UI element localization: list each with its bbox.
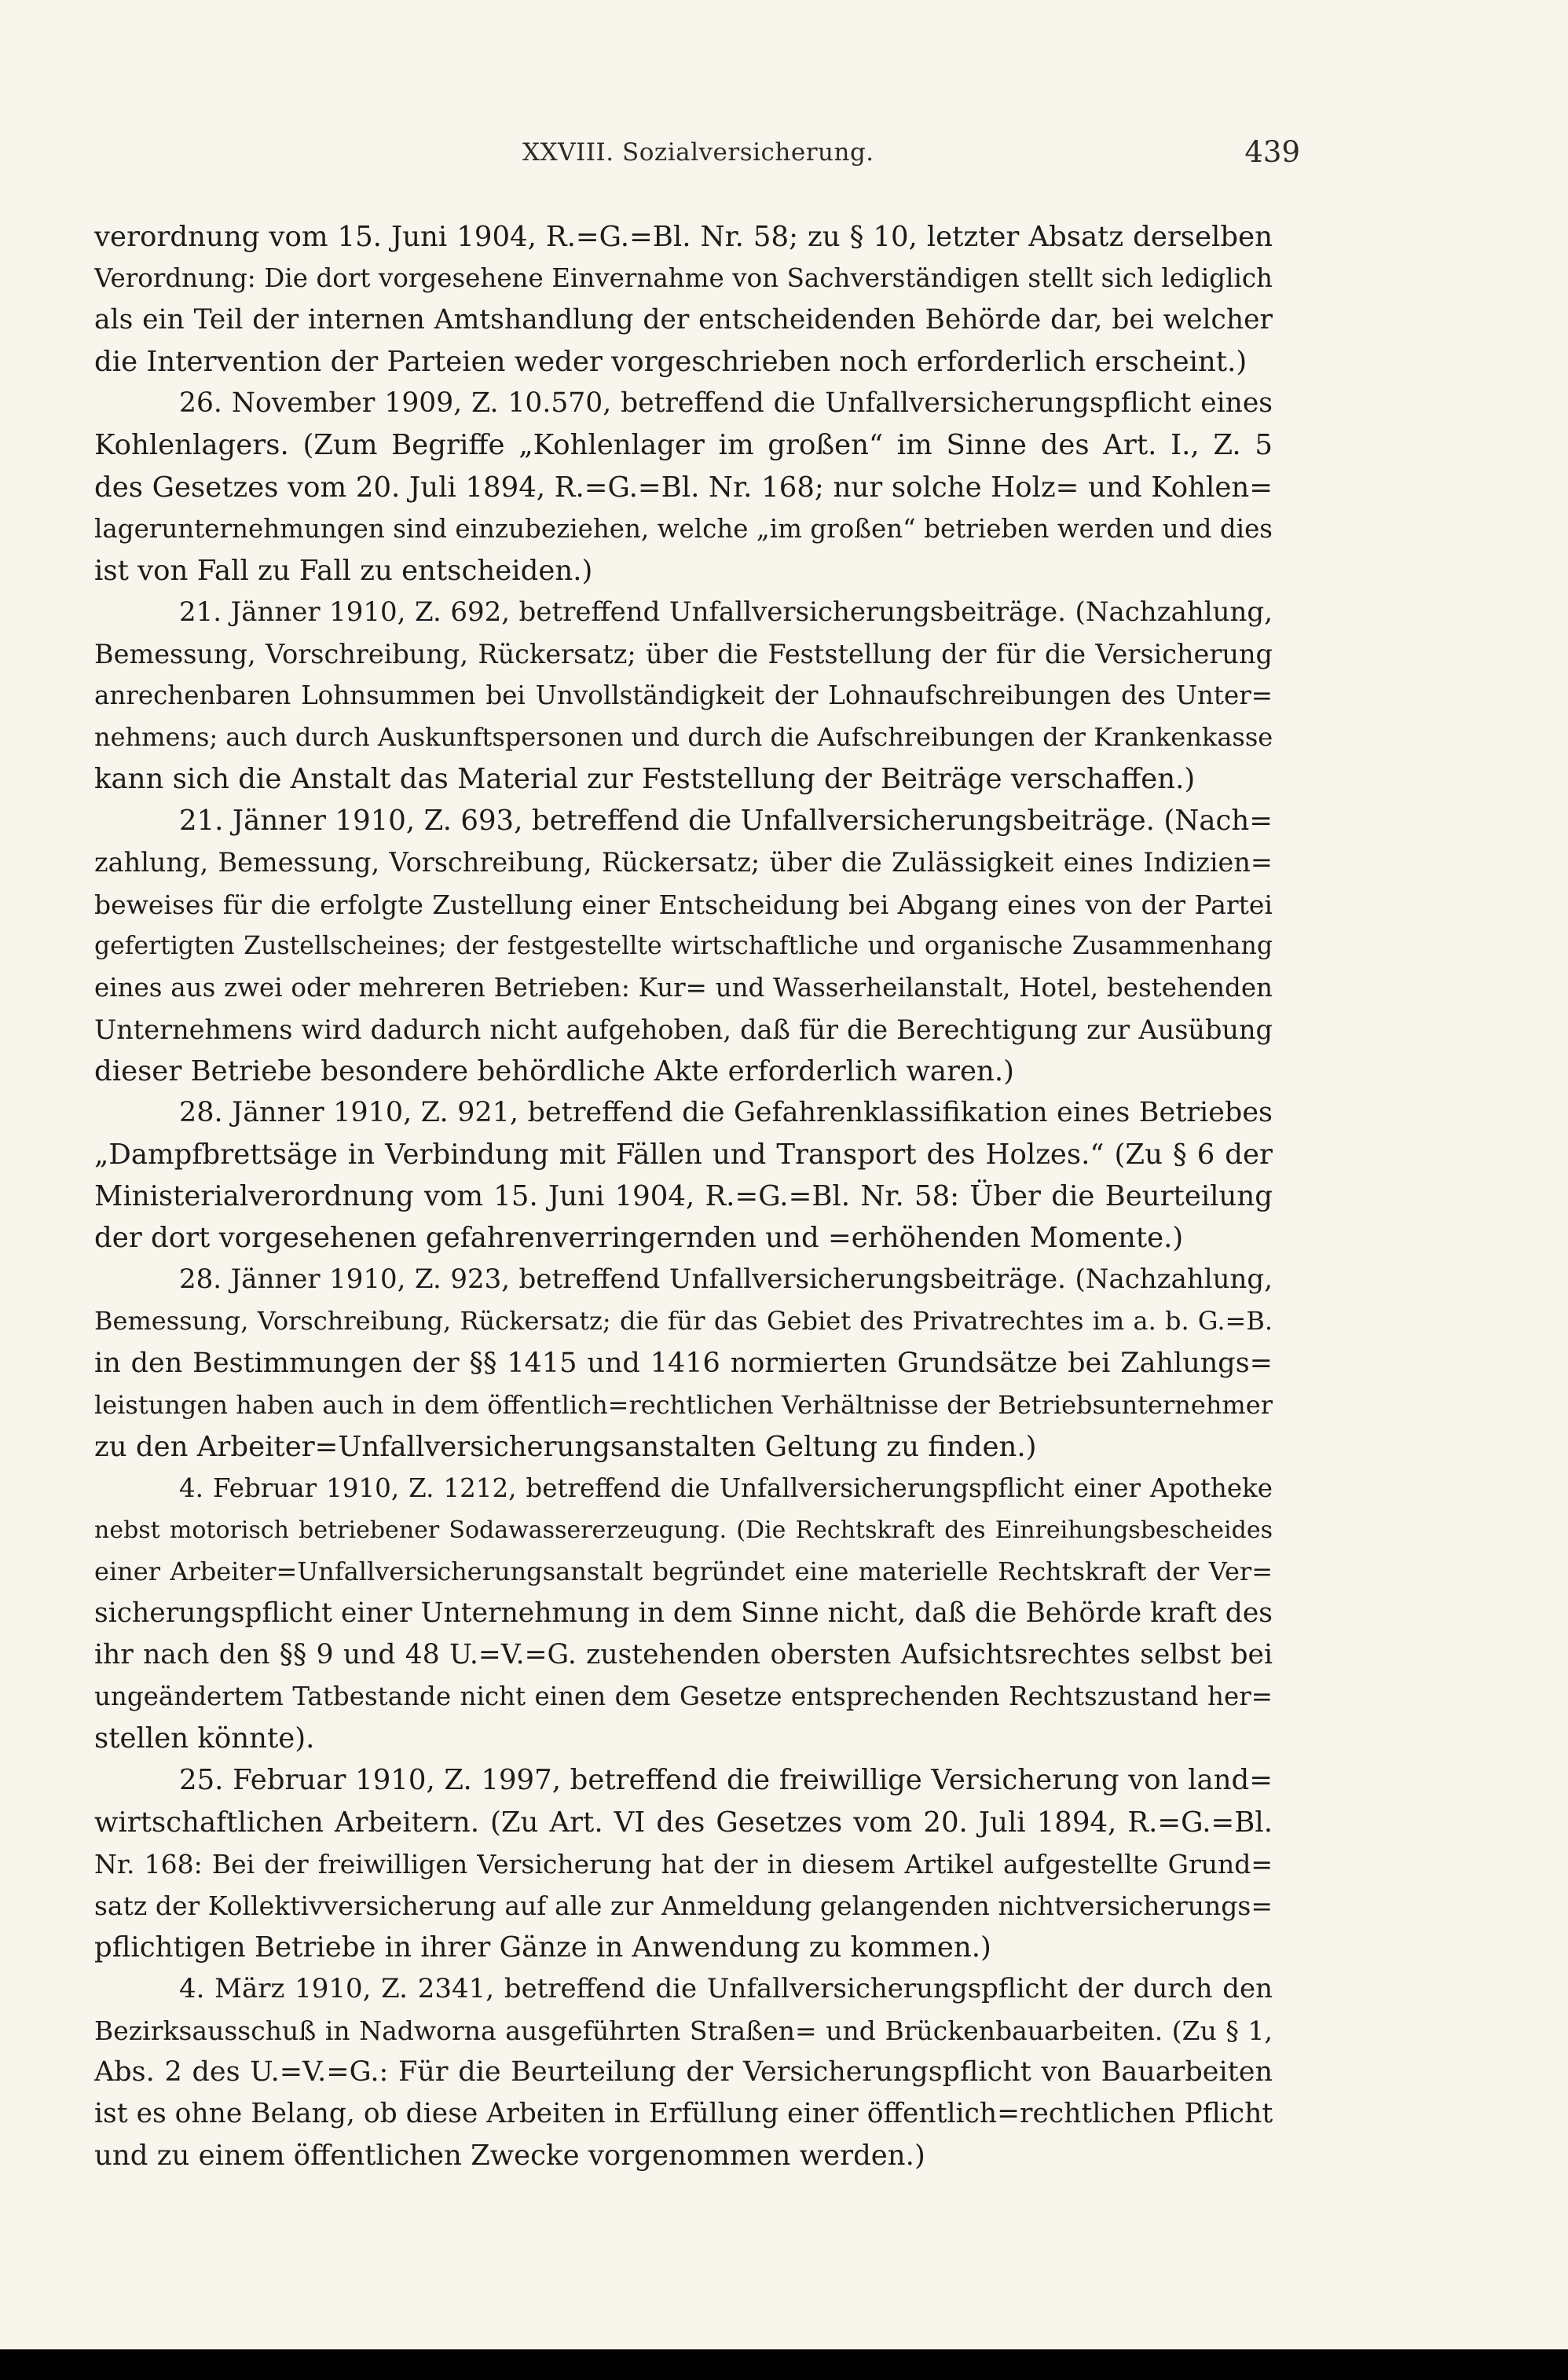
- text-line: sicherungspflicht einer Unternehmung in dem Sinne nicht, daß die Behörde kraft des: [94, 1597, 1273, 1630]
- running-head: XXVIII. Sozialversicherung.: [522, 138, 874, 167]
- text-line: ist von Fall zu Fall zu entscheiden.): [94, 554, 593, 587]
- text-line: kann sich die Anstalt das Material zur Feststellung der Beiträge verschaffen.): [94, 763, 1196, 796]
- text-line: verordnung vom 15. Juni 1904, R.=G.=Bl. Nr. 58; zu § 10, letzter Absatz derselben: [94, 221, 1273, 253]
- text-line: nebst motorisch betriebener Sodawassererzeugung. (Die Rechtskraft des Einreihungsbescheides: [94, 1516, 1273, 1544]
- text-line: wirtschaftlichen Arbeitern. (Zu Art. VI des Gesetzes vom 20. Juli 1894, R.=G.=Bl.: [94, 1806, 1273, 1839]
- body-text: [94, 216, 1273, 2176]
- text-line: ungeändertem Tatbestande nicht einen dem Gesetze entsprechenden Rechtszustand her=: [94, 1681, 1273, 1712]
- text-line: Verordnung: Die dort vorgesehene Einvernahme von Sachverständigen stellt sich lediglich: [94, 263, 1273, 294]
- text-line: „Dampfbrettsäge in Verbindung mit Fällen und Transport des Holzes.“ (Zu § 6 der: [94, 1139, 1273, 1172]
- text-line: anrechenbaren Lohnsummen bei Unvollständigkeit der Lohnaufschreibungen des Unter=: [94, 680, 1273, 711]
- text-line: pflichtigen Betriebe in ihrer Gänze in Anwendung zu kommen.): [94, 1931, 991, 1964]
- page-number: 439: [1244, 135, 1300, 169]
- text-line: Ministerialverordnung vom 15. Juni 1904, R.=G.=Bl. Nr. 58: Über die Beurteilung: [94, 1180, 1273, 1213]
- text-line: lagerunternehmungen sind einzubeziehen, welche „im großen“ betrieben werden und dies: [94, 513, 1273, 544]
- text-line: Abs. 2 des U.=V.=G.: Für die Beurteilung der Versicherungspflicht von Bauarbeiten: [94, 2056, 1273, 2088]
- text-line: des Gesetzes vom 20. Juli 1894, R.=G.=Bl. Nr. 168; nur solche Holz= und Kohlen=: [94, 471, 1273, 504]
- paragraph-start-line: 21. Jänner 1910, Z. 693, betreffend die Unfallversicherungsbeiträge. (Nach=: [179, 805, 1273, 838]
- paragraph-start-line: 4. Februar 1910, Z. 1212, betreffend die Unfallversicherungspflicht einer Apotheke: [179, 1472, 1273, 1503]
- text-line: beweises für die erfolgte Zustellung einer Entscheidung bei Abgang eines von der Partei: [94, 889, 1273, 920]
- paragraph-start-line: 21. Jänner 1910, Z. 692, betreffend Unfallversicherungsbeiträge. (Nachzahlung,: [179, 596, 1273, 628]
- text-line: zahlung, Bemessung, Vorschreibung, Rückersatz; über die Zulässigkeit eines Indizien=: [94, 847, 1273, 878]
- text-line: stellen könnte).: [94, 1722, 315, 1755]
- text-line: ist es ohne Belang, ob diese Arbeiten in Erfüllung einer öffentlich=rechtlichen Pflicht: [94, 2098, 1273, 2130]
- text-line: die Intervention der Parteien weder vorgeschrieben noch erforderlich erscheint.): [94, 346, 1247, 379]
- page-header: [94, 132, 1300, 179]
- text-line: Unternehmens wird dadurch nicht aufgehoben, daß für die Berechtigung zur Ausübung: [94, 1014, 1273, 1045]
- text-line: Bemessung, Vorschreibung, Rückersatz; die für das Gebiet des Privatrechtes im a. b. G.=B.: [94, 1306, 1273, 1337]
- text-line: Kohlenlagers. (Zum Begriffe „Kohlenlager im großen“ im Sinne des Art. I., Z. 5: [94, 429, 1273, 462]
- text-line: nehmens; auch durch Auskunftspersonen und durch die Aufschreibungen der Krankenkasse: [94, 722, 1273, 753]
- text-line: dieser Betriebe besondere behördliche Akte erforderlich waren.): [94, 1054, 1015, 1087]
- text-line: als ein Teil der internen Amtshandlung der entscheidenden Behörde dar, bei welcher: [94, 304, 1273, 336]
- paragraph-start-line: 25. Februar 1910, Z. 1997, betreffend die freiwillige Versicherung von land=: [179, 1764, 1273, 1797]
- text-line: gefertigten Zustellscheines; der festgestellte wirtschaftliche und organische Zusammenhang: [94, 931, 1273, 960]
- text-line: leistungen haben auch in dem öffentlich=rechtlichen Verhältnisse der Betriebsunternehmer: [94, 1389, 1273, 1420]
- text-line: eines aus zwei oder mehreren Betrieben: Kur= und Wasserheilanstalt, Hotel, bestehenden: [94, 972, 1273, 1003]
- paragraph-start-line: 28. Jänner 1910, Z. 921, betreffend die Gefahrenklassifikation eines Betriebes: [179, 1096, 1273, 1128]
- paragraph-start-line: 28. Jänner 1910, Z. 923, betreffend Unfallversicherungsbeiträge. (Nachzahlung,: [179, 1263, 1273, 1296]
- text-line: und zu einem öffentlichen Zwecke vorgenommen werden.): [94, 2140, 925, 2173]
- text-line: satz der Kollektivversicherung auf alle zur Anmeldung gelangenden nichtversicherungs=: [94, 1890, 1273, 1921]
- text-line: Nr. 168: Bei der freiwilligen Versicherung hat der in diesem Artikel aufgestellte Grund=: [94, 1848, 1273, 1879]
- paragraph-start-line: 4. März 1910, Z. 2341, betreffend die Unfallversicherungspflicht der durch den: [179, 1972, 1273, 2004]
- text-line: ihr nach den §§ 9 und 48 U.=V.=G. zustehenden obersten Aufsichtsrechtes selbst bei: [94, 1639, 1273, 1671]
- text-line: in den Bestimmungen der §§ 1415 und 1416 normierten Grundsätze bei Zahlungs=: [94, 1347, 1273, 1379]
- text-line: zu den Arbeiter=Unfallversicherungsanstalten Geltung zu finden.): [94, 1430, 1037, 1463]
- text-line: Bezirksausschuß in Nadworna ausgeführten Straßen= und Brückenbauarbeiten. (Zu § 1,: [94, 2015, 1273, 2047]
- text-line: der dort vorgesehenen gefahrenverringernden und =erhöhenden Momente.): [94, 1222, 1184, 1255]
- paragraph-start-line: 26. November 1909, Z. 10.570, betreffend die Unfallversicherungspflicht eines: [179, 387, 1273, 420]
- text-line: einer Arbeiter=Unfallversicherungsanstalt begründet eine materielle Rechtskraft der Ver=: [94, 1557, 1273, 1586]
- text-line: Bemessung, Vorschreibung, Rückersatz; über die Feststellung der für die Versicherung: [94, 638, 1273, 669]
